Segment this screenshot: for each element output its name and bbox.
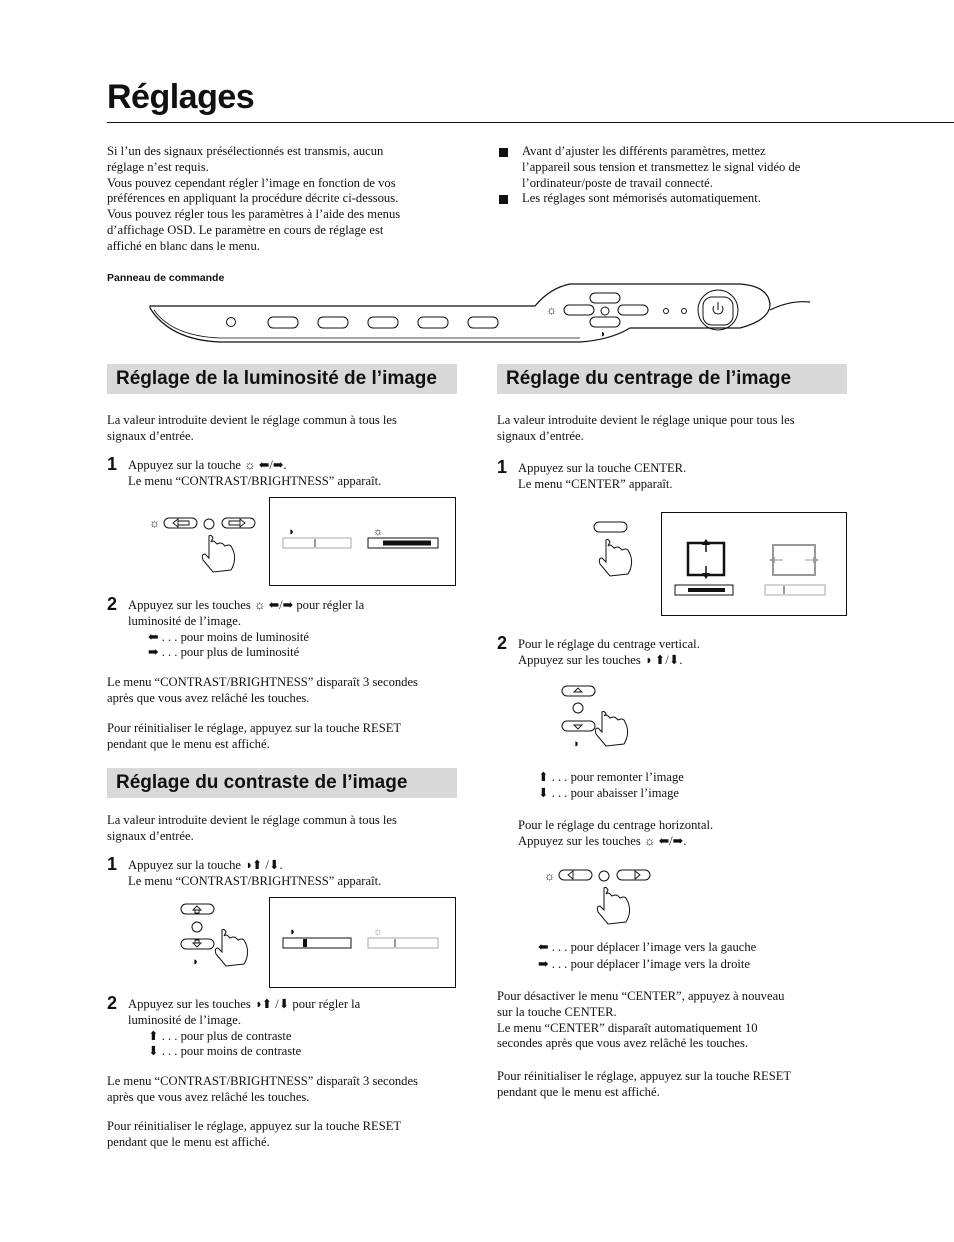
text-line: Pour désactiver le menu “CENTER”, appuyez à nouveau — [497, 989, 785, 1003]
text-line: ⬆ . . . pour plus de contraste — [148, 1028, 292, 1043]
text-line: signaux d’entrée. — [107, 428, 194, 443]
intro-line: d’affichage OSD. Le paramètre en cours de réglage est — [107, 222, 384, 237]
intro-line: préférences en appliquant la procédure décrite ci-dessous. — [107, 191, 399, 206]
contrast-step1 — [128, 858, 458, 890]
intro-line: affiché en blanc dans le menu. — [107, 238, 260, 253]
text-line: Le menu “CONTRAST/BRIGHTNESS” disparaît 3 secondes — [107, 675, 418, 689]
intro-line: Si l’un des signaux présélectionnés est transmis, aucun — [107, 144, 384, 158]
text-line: Pour le réglage du centrage horizontal. — [518, 818, 714, 832]
text-line: Appuyez sur les touches ◑⬆ /⬇ pour régler la — [128, 997, 361, 1011]
sun-icon: ☼ — [149, 516, 160, 530]
text-line: ⬅ . . . pour moins de luminosité — [148, 629, 309, 644]
text-line: La valeur introduite devient le réglage commun à tous les — [107, 813, 397, 827]
panel-button — [468, 317, 498, 328]
page-title: Réglages — [107, 78, 255, 116]
vertical-keys-illustration — [558, 682, 638, 752]
brightness-intro — [107, 413, 457, 445]
panel-button — [418, 317, 448, 328]
center-note1 — [497, 989, 857, 1052]
contrast-icon: ◑ — [288, 926, 295, 938]
center-step2 — [518, 637, 848, 669]
center-step1 — [518, 461, 848, 493]
sun-icon: ☼ — [544, 869, 555, 883]
step-number: 2 — [497, 633, 508, 653]
power-button — [703, 297, 733, 325]
panel-button — [268, 317, 298, 328]
hand-icon — [215, 929, 247, 966]
hand-icon — [597, 887, 629, 924]
horizontal-instructions — [518, 818, 838, 850]
text-line: ⬇ . . . pour moins de contraste — [148, 1044, 302, 1059]
text-line: Pour le réglage du centrage vertical. — [518, 637, 700, 651]
bullet-note-1 — [522, 144, 862, 191]
horizontal-keys-illustration — [540, 864, 655, 930]
text-line: après que vous avez relâché les touches. — [107, 690, 310, 705]
panel-label: Panneau de commande — [107, 272, 225, 284]
intro-line: réglage n’est requis. — [107, 159, 209, 174]
text-line: secondes après que vous avez relâché les touches. — [497, 1036, 749, 1051]
contrast-keys-illustration — [178, 902, 258, 972]
bullet-line: Avant d’ajuster les différents paramètres, mettez — [522, 144, 766, 158]
hand-icon — [599, 539, 631, 576]
text-line: Appuyez sur les touches ◑ ⬆/⬇. — [518, 652, 683, 667]
control-panel-illustration — [140, 280, 830, 352]
center-intro — [497, 413, 857, 445]
text-line: Le menu “CENTER” apparaît. — [518, 476, 673, 491]
text-line: ⬅ . . . pour déplacer l’image vers la gauche — [538, 940, 757, 954]
right-button — [618, 305, 648, 315]
text-line: ⬆ . . . pour remonter l’image — [538, 770, 684, 784]
text-line: La valeur introduite devient le réglage unique pour tous les — [497, 413, 795, 427]
text-line: ⬇ . . . pour abaisser l’image — [538, 785, 679, 800]
step-number: 2 — [107, 993, 118, 1013]
osd-menu-contrast — [269, 897, 456, 988]
text-line: signaux d’entrée. — [497, 428, 584, 443]
title-rule — [107, 122, 954, 123]
text-line: La valeur introduite devient le réglage commun à tous les — [107, 413, 397, 427]
left-button — [564, 305, 594, 315]
text-line: luminosité de l’image. — [128, 613, 241, 628]
osd-menu-brightness — [269, 497, 456, 586]
panel-button — [318, 317, 348, 328]
text-line: Le menu “CONTRAST/BRIGHTNESS” disparaît 3 secondes — [107, 1074, 418, 1088]
bullet-note-2: Les réglages sont mémorisés automatiquement. — [522, 191, 761, 205]
horizontal-legend — [538, 940, 848, 973]
text-line: pendant que le menu est affiché. — [107, 736, 270, 751]
contrast-icon: ◑ — [287, 526, 294, 538]
panel-button — [368, 317, 398, 328]
text-line: Appuyez sur les touches ☼ ⬅/➡ pour régler la — [128, 598, 365, 612]
center-note2 — [497, 1069, 857, 1101]
text-line: après que vous avez relâché les touches. — [107, 1089, 310, 1104]
hand-icon — [202, 535, 234, 572]
contrast-icon: ◑ — [599, 329, 606, 340]
section-heading-center: Réglage du centrage de l’image — [497, 364, 847, 394]
text-line: Le menu “CENTER” disparaît automatiquement 10 — [497, 1020, 758, 1035]
text-line: pendant que le menu est affiché. — [497, 1084, 660, 1099]
text-line: Appuyez sur la touche ☼ ⬅/➡. — [128, 458, 287, 472]
text-line: Appuyez sur la touche ◑⬆ /⬇. — [128, 858, 283, 872]
step-number: 1 — [107, 854, 118, 874]
sun-icon: ☼ — [373, 926, 384, 938]
up-button — [590, 293, 620, 303]
text-line: luminosité de l’image. — [128, 1012, 241, 1027]
text-line: pendant que le menu est affiché. — [107, 1134, 270, 1149]
bullet-icon — [499, 148, 508, 157]
contrast-icon: ◑ — [191, 956, 198, 968]
text-line: Le menu “CONTRAST/BRIGHTNESS” apparaît. — [128, 473, 382, 488]
bullet-line: l’ordinateur/poste de travail connecté. — [522, 175, 713, 190]
center-button — [594, 522, 627, 532]
sun-icon: ☼ — [373, 526, 384, 538]
step-number: 1 — [107, 454, 118, 474]
section-heading-contrast: Réglage du contraste de l’image — [107, 768, 457, 798]
osd-menu-center — [661, 512, 847, 616]
contrast-step2 — [128, 997, 458, 1060]
intro-line: Vous pouvez régler tous les paramètres à l’aide des menus — [107, 207, 401, 222]
brightness-note2 — [107, 721, 467, 753]
text-line: sur la touche CENTER. — [497, 1004, 617, 1019]
section-heading-brightness: Réglage de la luminosité de l’image — [107, 364, 457, 394]
bullet-icon — [499, 195, 508, 204]
text-line: ➡ . . . pour déplacer l’image vers la droite — [538, 956, 750, 971]
vertical-legend — [538, 770, 838, 802]
intro-text — [107, 144, 457, 255]
bullet-line: l’appareil sous tension et transmettez le signal vidéo de — [522, 159, 801, 174]
hand-icon — [595, 711, 627, 746]
text-line: Pour réinitialiser le réglage, appuyez sur la touche RESET — [497, 1069, 792, 1083]
contrast-intro — [107, 813, 457, 845]
contrast-icon: ◑ — [572, 738, 579, 750]
text-line: signaux d’entrée. — [107, 828, 194, 843]
intro-line: Vous pouvez cependant régler l’image en fonction de vos — [107, 175, 396, 190]
text-line: ➡ . . . pour plus de luminosité — [148, 645, 300, 660]
text-line: Appuyez sur la touche CENTER. — [518, 461, 687, 475]
center-key-illustration — [590, 518, 640, 586]
brightness-step1 — [128, 458, 458, 490]
down-button — [590, 317, 620, 327]
indicator-icon — [227, 318, 236, 327]
step-number: 2 — [107, 594, 118, 614]
contrast-note2 — [107, 1119, 467, 1151]
contrast-note1 — [107, 1074, 467, 1106]
text-line: Le menu “CONTRAST/BRIGHTNESS” apparaît. — [128, 873, 382, 888]
brightness-note1 — [107, 675, 467, 707]
sun-icon: ☼ — [546, 303, 557, 317]
text-line: Pour réinitialiser le réglage, appuyez sur la touche RESET — [107, 1119, 402, 1133]
brightness-step2 — [128, 598, 458, 661]
text-line: Pour réinitialiser le réglage, appuyez sur la touche RESET — [107, 721, 402, 735]
brightness-keys-illustration — [145, 510, 260, 576]
step-number: 1 — [497, 457, 508, 477]
text-line: Appuyez sur les touches ☼ ⬅/➡. — [518, 833, 687, 848]
